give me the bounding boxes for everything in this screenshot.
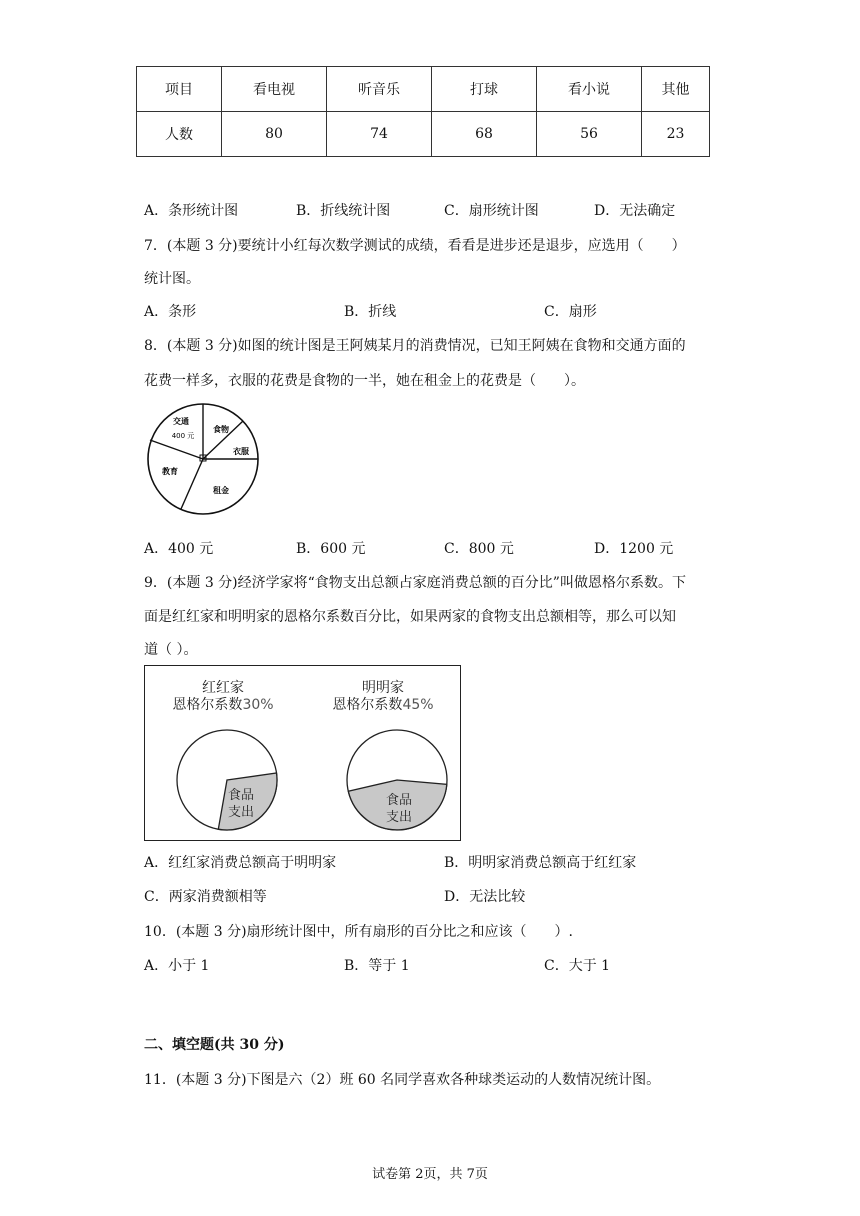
q8-expense-pie-chart <box>145 402 263 520</box>
right-slice-label1: 食品 <box>385 793 413 808</box>
q10-text-line1: 10．(本题 3 分)扇形统计图中，所有扇形的百分比之和应该（ ）. <box>144 924 573 940</box>
q6-option-c: C．扇形统计图 <box>444 203 539 219</box>
left-slice-label1: 食品 <box>227 788 255 803</box>
left-chart-title <box>163 680 283 714</box>
left-chart-pct: 30% <box>242 697 274 713</box>
table-cell: 听音乐 <box>327 67 432 112</box>
hobby-table <box>136 66 710 157</box>
left-engel-pie <box>171 724 287 834</box>
q6-option-a: A．条形统计图 <box>144 203 239 219</box>
pie-label-transport: 交通 <box>173 417 189 426</box>
right-chart-pct: 45% <box>402 697 434 713</box>
q9-text-line1: 9．(本题 3 分)经济学家将“食物支出总额占家庭消费总额的百分比”叫做恩格尔系数。下 <box>144 575 686 591</box>
q10-option-a: A．小于 1 <box>144 958 210 974</box>
q7-text-line1: 7．(本题 3 分)要统计小红每次数学测试的成绩，看看是进步还是退步，应选用（ ） <box>144 238 686 254</box>
q9-text-line2: 面是红红家和明明家的恩格尔系数百分比，如果两家的食物支出总额相等，那么可以知 <box>144 609 676 625</box>
q7-option-a: A．条形 <box>144 304 197 320</box>
right-engel-pie <box>341 724 457 834</box>
pie-label-transport-value: 400 元 <box>171 432 195 440</box>
section-title-fill-in: 二、填空题(共 30 分) <box>144 1037 285 1053</box>
left-chart-title-line2 <box>163 697 283 714</box>
q8-option-b: B．600 元 <box>296 541 366 557</box>
table-cell: 68 <box>432 112 537 157</box>
q9-option-b: B．明明家消费总额高于红红家 <box>444 855 637 871</box>
pie-label-rent: 租金 <box>213 486 229 495</box>
left-chart-coeff-label: 恩格尔系数 <box>172 697 243 713</box>
table-cell: 看电视 <box>222 67 327 112</box>
q10-option-b: B．等于 1 <box>344 958 410 974</box>
table-cell: 其他 <box>642 67 710 112</box>
pie-label-clothes: 衣服 <box>233 447 249 456</box>
q9-option-d: D．无法比较 <box>444 889 526 905</box>
right-chart-title-line2 <box>323 697 443 714</box>
table-cell: 56 <box>537 112 642 157</box>
q9-option-c: C．两家消费额相等 <box>144 889 267 905</box>
table-cell: 项目 <box>137 67 222 112</box>
right-chart-coeff-label: 恩格尔系数 <box>332 697 403 713</box>
q6-option-d: D．无法确定 <box>594 203 676 219</box>
q9-option-a: A．红红家消费总额高于明明家 <box>144 855 337 871</box>
table-cell: 人数 <box>137 112 222 157</box>
q6-option-b: B．折线统计图 <box>296 203 391 219</box>
table-cell: 23 <box>642 112 710 157</box>
right-slice-label2: 支出 <box>385 810 413 825</box>
table-cell: 74 <box>327 112 432 157</box>
q10-option-c: C．大于 1 <box>544 958 611 974</box>
table-header-row <box>137 67 710 112</box>
table-cell: 80 <box>222 112 327 157</box>
right-chart-title-line1: 明明家 <box>362 680 404 696</box>
q9-engel-charts-box <box>144 665 461 841</box>
q11-text-line1: 11．(本题 3 分)下图是六（2）班 60 名同学喜欢各种球类运动的人数情况统计图。 <box>144 1072 661 1088</box>
q8-option-a: A．400 元 <box>144 541 214 557</box>
left-slice-label2: 支出 <box>227 805 255 820</box>
q9-text-line3: 道（ ）。 <box>144 642 198 658</box>
table-cell: 打球 <box>432 67 537 112</box>
table-row <box>137 112 710 157</box>
q7-text-line2: 统计图。 <box>144 271 200 287</box>
left-chart-title-line1: 红红家 <box>202 680 244 696</box>
q8-option-c: C．800 元 <box>444 541 514 557</box>
q8-text-line2: 花费一样多，衣服的花费是食物的一半，她在租金上的花费是（ ）。 <box>144 373 585 389</box>
q7-option-b: B．折线 <box>344 304 397 320</box>
q8-text-line1: 8．(本题 3 分)如图的统计图是王阿姨某月的消费情况，已知王阿姨在食物和交通方面的 <box>144 338 686 354</box>
table-cell: 看小说 <box>537 67 642 112</box>
q8-option-d: D．1200 元 <box>594 541 674 557</box>
page-footer: 试卷第 2页，共 7页 <box>372 1167 488 1182</box>
pie-label-food: 食物 <box>213 425 229 434</box>
pie-label-education: 教育 <box>162 467 178 476</box>
right-chart-title <box>323 680 443 714</box>
q7-option-c: C．扇形 <box>544 304 597 320</box>
